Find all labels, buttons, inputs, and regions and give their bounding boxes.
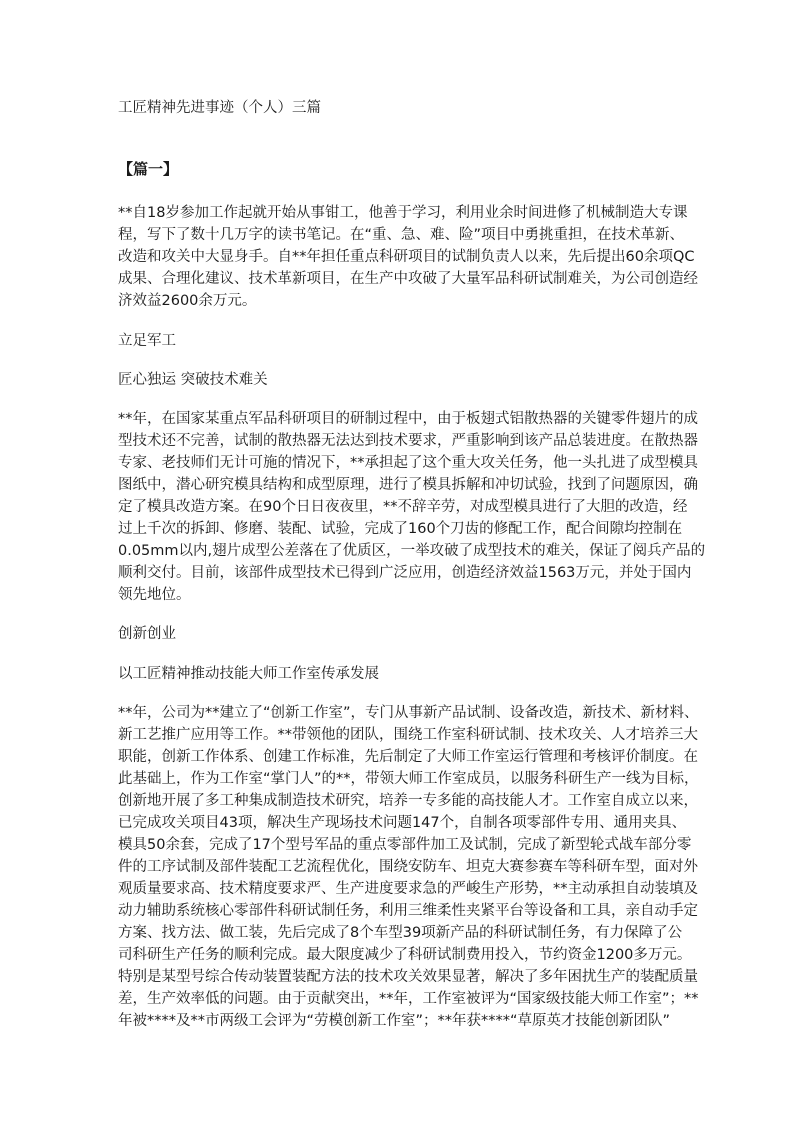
paragraph-line: 方案、找方法、做工装，先后完成了8个车型39项新产品的科研试制任务，有力保障了公: [118, 925, 683, 941]
subheading: 创新创业: [118, 626, 176, 642]
paragraph-line: 顺利交付。目前，该部件成型技术已得到广泛应用，创造经济效益1563万元，并处于国内: [118, 565, 692, 581]
paragraph-line: 定了模具改造方案。在90个日日夜夜里，**不辞辛劳，对成型模具进行了大胆的改造，经: [118, 499, 688, 515]
paragraph-line: 过上千次的拆卸、修磨、装配、试验，完成了160个刀齿的修配工作，配合间隙均控制在: [118, 521, 683, 537]
paragraph-line: 动力辅助系统核心零部件科研试制任务，利用三维柔性夹紧平台等设备和工具，亲自动手定: [118, 903, 698, 919]
paragraph-line: 专家、老技师们无计可施的情况下，**承担起了这个重大攻关任务，他一头扎进了成型模具: [118, 455, 698, 471]
paragraph-line: 济效益2600余万元。: [118, 293, 257, 309]
paragraph-line: 特别是某型号综合传动装置装配方法的技术攻关效果显著，解决了多年困扰生产的装配质量: [118, 969, 698, 985]
paragraph-line: 型技术还不完善，试制的散热器无法达到技术要求，严重影响到该产品总装进度。在散热器: [118, 433, 698, 449]
paragraph-line: 成果、合理化建议、技术革新项目，在生产中攻破了大量军品科研试制难关，为公司创造经: [118, 271, 698, 287]
paragraph-line: 模具50余套，完成了17个型号军品的重点零部件加工及试制，完成了新型轮式战车部分零: [118, 837, 692, 853]
paragraph-line: **年，公司为**建立了“创新工作室”，专门从事新产品试制、设备改造，新技术、新材料、: [118, 705, 699, 721]
paragraph-line: **年，在国家某重点军品科研项目的研制过程中，由于板翅式铝散热器的关键零件翅片的成: [118, 411, 698, 427]
paragraph-line: 此基础上，作为工作室“掌门人”的**，带领大师工作室成员，以服务科研生产一线为目标，: [118, 771, 699, 787]
document-title: 工匠精神先进事迹（个人）三篇: [118, 100, 321, 116]
paragraph-line: 观质量要求高、技术精度要求严、生产进度要求急的严峻生产形势，**主动承担自动装填及: [118, 881, 698, 897]
subheading: 立足军工: [118, 333, 176, 349]
paragraph-line: 年被****及**市两级工会评为“劳模创新工作室”；**年获****“草原英才技能创新团队”: [118, 1013, 671, 1029]
paragraph-line: 已完成攻关项目43项，解决生产现场技术问题147个，自制各项零部件专用、通用夹具、: [118, 815, 687, 831]
section-label: 【篇一】: [118, 160, 179, 178]
subheading: 以工匠精神推动技能大师工作室传承发展: [118, 666, 379, 682]
paragraph-line: **自18岁参加工作起就开始从事钳工，他善于学习，利用业余时间进修了机械制造大专课: [118, 205, 688, 221]
paragraph-line: 职能，创新工作体系、创建工作标准，先后制定了大师工作室运行管理和考核评价制度。在: [118, 749, 698, 765]
paragraph-line: 0.05mm以内,翅片成型公差落在了优质区，一举攻破了成型技术的难关，保证了阅兵产品的: [118, 543, 706, 559]
paragraph-line: 件的工序试制及部件装配工艺流程优化，围绕安防车、坦克大赛参赛车等科研车型，面对外: [118, 859, 698, 875]
paragraph-line: 司科研生产任务的顺利完成。最大限度减少了科研试制费用投入，节约资金1200多万元。: [118, 947, 692, 963]
paragraph-line: 改造和攻关中大显身手。自**年担任重点科研项目的试制负责人以来，先后提出60余项QC: [118, 249, 695, 265]
paragraph-line: 图纸中，潜心研究模具结构和成型原理，进行了模具拆解和冲切试验，找到了问题原因，确: [118, 477, 698, 493]
subheading: 匠心独运 突破技术难关: [118, 372, 268, 388]
paragraph-line: 领先地位。: [118, 587, 191, 603]
paragraph-line: 创新地开展了多工种集成制造技术研究，培养一专多能的高技能人才。工作室自成立以来，: [118, 793, 698, 809]
paragraph-line: 程，写下了数十几万字的读书笔记。在“重、急、难、险”项目中勇挑重担，在技术革新、: [118, 227, 685, 243]
paragraph-line: 差，生产效率低的问题。由于贡献突出，**年，工作室被评为“国家级技能大师工作室”；**: [118, 991, 699, 1007]
paragraph-line: 新工艺推广应用等工作。**带领他的团队，围绕工作室科研试制、技术攻关、人才培养三大: [118, 727, 698, 743]
